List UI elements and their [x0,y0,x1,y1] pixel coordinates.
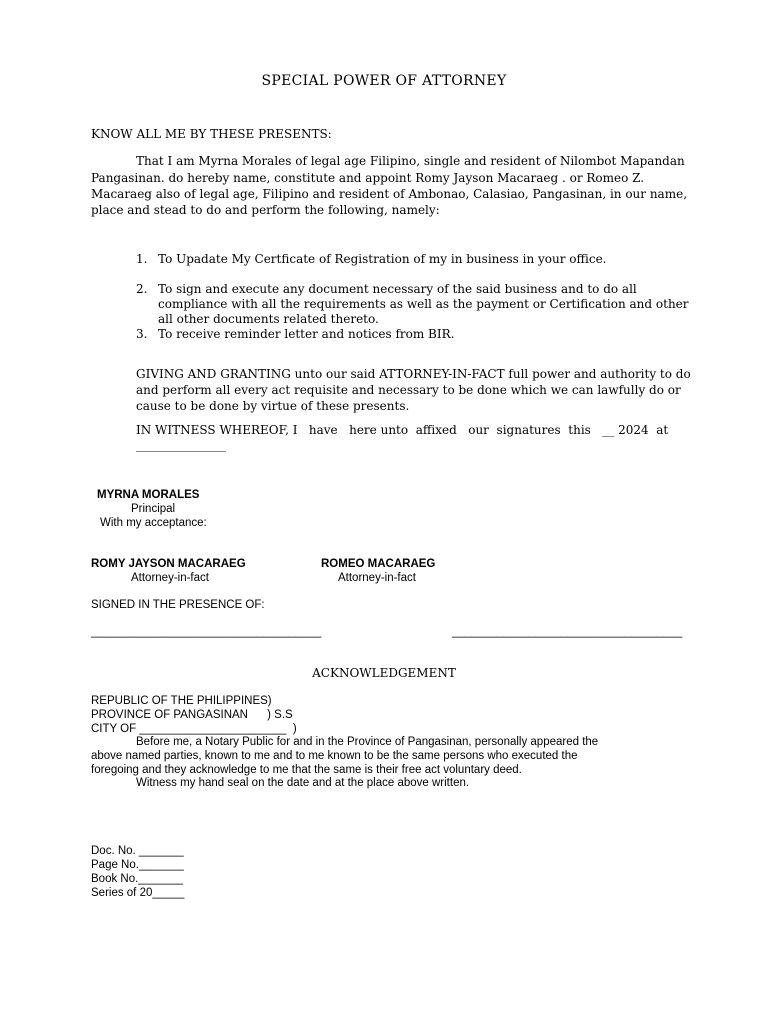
ack-para-1-line-3: foregoing and they acknowledge to me that the same is their free act voluntary deed. [91,764,522,776]
opening-line: KNOW ALL ME BY THESE PRESENTS: [91,127,332,141]
notary-doc-no: Doc. No. _______ [91,845,184,857]
intro-line-4: place and stead to do and perform the following, namely: [91,203,440,217]
acceptance-label: With my acceptance: [100,517,207,529]
item-1-text: To Upadate My Certficate of Registration of my in business in your office. [158,252,607,266]
notary-book-no: Book No._______ [91,873,184,885]
ack-para-1-line-1: Before me, a Notary Public for and in the Province of Pangasinan, personally appeared the [136,736,599,748]
intro-line-2: Pangasinan. do hereby name, constitute and appoint Romy Jayson Macaraeg . or Romeo Z. [91,171,645,185]
item-2-text-line-1: To sign and execute any document necessary of the said business and to do all [158,282,637,296]
intro-line-3: Macaraeg also of legal age, Filipino and resident of Ambonao, Calasiao, Pangasinan, in our name, [91,187,688,201]
ack-para-2: Witness my hand seal on the date and at the place above written. [136,777,470,789]
principal-role: Principal [131,503,176,515]
attorney-1-role: Attorney-in-fact [131,572,209,584]
granting-line-2: and perform all every act requisite and necessary to be done which we can lawfully do or [136,383,681,397]
venue-line-2: PROVINCE OF PANGASINAN ) S.S [91,709,293,721]
signed-presence-label: SIGNED IN THE PRESENCE OF: [91,599,265,611]
witness-signature-line-2: ____________________________________ [452,626,683,638]
item-1-number: 1. [136,252,148,266]
document-title: SPECIAL POWER OF ATTORNEY [261,73,507,89]
item-2-number: 2. [136,282,148,296]
notary-series: Series of 20_____ [91,887,185,899]
venue-line-1: REPUBLIC OF THE PHILIPPINES) [91,695,272,707]
granting-line-1: GIVING AND GRANTING unto our said ATTORNEY-IN-FACT full power and authority to do [136,367,691,381]
witness-line-1: IN WITNESS WHEREOF, I have here unto affixed our signatures this __ 2024 at [136,423,669,437]
acknowledgement-title: ACKNOWLEDGEMENT [312,666,456,680]
item-2-text-line-3: all other documents related thereto. [158,312,379,326]
attorney-1-name: ROMY JAYSON MACARAEG [91,558,246,570]
granting-line-3: cause to be done by virtue of these presents. [136,399,410,413]
witness-signature-line-1: ____________________________________ [91,626,322,638]
attorney-2-name: ROMEO MACARAEG [321,558,436,570]
witness-line-2: _______________ [136,438,226,452]
intro-line-1: That I am Myrna Morales of legal age Filipino, single and resident of Nilombot Mapandan [136,154,685,168]
notary-page-no: Page No._______ [91,859,184,871]
attorney-2-role: Attorney-in-fact [338,572,416,584]
venue-line-3: CITY OF _______________________ ) [91,723,297,735]
item-3-text: To receive reminder letter and notices from BIR. [158,327,455,341]
item-2-text-line-2: compliance with all the requirements as well as the payment or Certification and other [158,297,689,311]
principal-name: MYRNA MORALES [97,489,200,501]
item-3-number: 3. [136,327,148,341]
ack-para-1-line-2: above named parties, known to me and to me known to be the same persons who executed the [91,750,578,762]
